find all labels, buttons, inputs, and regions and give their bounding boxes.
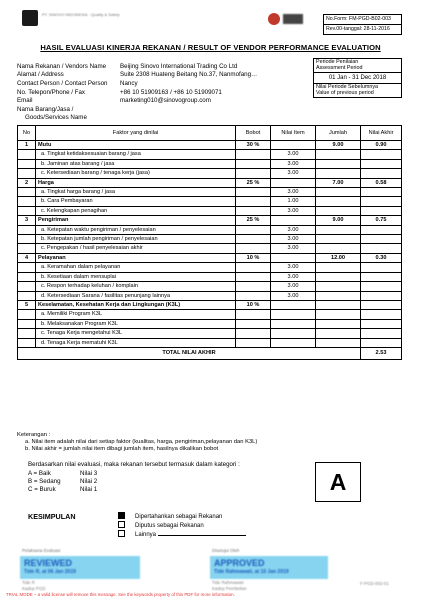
item-name: c. Ketersediaan barang / tenaga kerja (jasa) — [36, 169, 236, 178]
header-no: No — [18, 126, 36, 141]
item-value: 3.00 — [271, 263, 316, 272]
vendor-name-value: Beijing Sinovo International Trading Co Ltd — [120, 63, 238, 70]
item-no — [18, 282, 36, 291]
header-sum: Jumlah — [316, 126, 361, 141]
item-no — [18, 225, 36, 234]
option-retain-label: Dipertahankan sebagai Rekanan — [135, 514, 223, 520]
option-other[interactable] — [118, 530, 246, 538]
table-row-category — [18, 300, 402, 309]
form-number-box — [323, 14, 402, 35]
item-no — [18, 150, 36, 159]
header-final: Nilai Akhir — [361, 126, 402, 141]
grading-intro: Berdasarkan nilai evaluasi, maka rekanan tersebut termasuk dalam kategori : — [28, 461, 240, 468]
category-no: 5 — [18, 300, 36, 309]
item-value — [271, 310, 316, 319]
total-value: 2.53 — [361, 347, 402, 359]
item-name: b. Ketepatan jumlah pengiriman / penyelesaian — [36, 235, 236, 244]
item-name: a. Keramahan dalam pelayanan — [36, 263, 236, 272]
header-factor: Faktor yang dinilai — [36, 126, 236, 141]
category-weight: 25 % — [236, 216, 271, 225]
item-no — [18, 188, 36, 197]
item-sum — [316, 159, 361, 168]
item-sum — [316, 150, 361, 159]
grade-b-score: Nilai 2 — [80, 478, 98, 485]
item-weight — [236, 169, 271, 178]
item-value — [271, 338, 316, 347]
item-sum — [316, 329, 361, 338]
item-value: 3.00 — [271, 225, 316, 234]
table-row-category — [18, 216, 402, 225]
reviewed-stamp-sub: Tide R, at 06 Jan 2019 — [24, 569, 76, 575]
table-row — [18, 225, 402, 234]
item-final — [361, 150, 402, 159]
item-sum — [316, 197, 361, 206]
evaluation-table-body — [18, 141, 402, 360]
reviewed-stamp — [20, 556, 140, 579]
company-logo — [22, 10, 172, 28]
item-no — [18, 159, 36, 168]
address-label: Alamat / Address — [17, 71, 64, 78]
certification-badge-icon — [268, 13, 304, 25]
option-terminate[interactable] — [118, 521, 204, 529]
grade-result: A — [315, 462, 361, 502]
item-no — [18, 206, 36, 215]
category-name: Keselamatan, Kesehatan Kerja dan Lingkungan (K3L) — [36, 300, 236, 309]
item-final — [361, 188, 402, 197]
item-name: b. Jaminan atas barang / jasa — [36, 159, 236, 168]
previous-period-label: Nilai Periode Sebelumnya Value of previous period — [316, 84, 379, 96]
category-weight: 30 % — [236, 141, 271, 150]
approved-stamp — [210, 556, 328, 579]
grade-c-label: C = Buruk — [28, 486, 56, 493]
address-value: Suite 2308 Huateng Beitang No.37, Nanmofang… — [120, 71, 258, 78]
checkbox-icon[interactable] — [118, 521, 125, 528]
table-row — [18, 291, 402, 300]
evaluator-name: Tide R — [22, 580, 35, 585]
note-a: a. Nilai item adalah nilai dari setiap faktor (kualitas, harga, pengiriman,pelayanan dan K3L) — [25, 439, 258, 445]
notes — [17, 432, 257, 453]
table-row — [18, 272, 402, 281]
table-row — [18, 282, 402, 291]
item-weight — [236, 338, 271, 347]
category-item-value — [271, 178, 316, 187]
item-weight — [236, 282, 271, 291]
revision-date: Rev.00-tanggal: 28-11-2016 — [324, 24, 401, 34]
table-row — [18, 338, 402, 347]
table-row — [18, 197, 402, 206]
item-name: a. Tingkat ketidaksesuaian barang / jasa — [36, 150, 236, 159]
item-name: c. Pengepakan / hasil penyelesaian akhir — [36, 244, 236, 253]
category-final: 0.58 — [361, 178, 402, 187]
item-final — [361, 338, 402, 347]
table-row-category — [18, 253, 402, 262]
table-header-row — [18, 126, 402, 141]
item-value — [271, 319, 316, 328]
item-name: c. Respon terhadap keluhan / komplain — [36, 282, 236, 291]
item-no — [18, 197, 36, 206]
category-final: 0.90 — [361, 141, 402, 150]
item-final — [361, 291, 402, 300]
item-value: 3.00 — [271, 150, 316, 159]
item-weight — [236, 263, 271, 272]
other-fill-line — [158, 530, 246, 536]
item-no — [18, 319, 36, 328]
item-name: c. Tenaga Kerja mengetahui K3L — [36, 329, 236, 338]
category-sum: 7.00 — [316, 178, 361, 187]
category-weight: 25 % — [236, 178, 271, 187]
item-sum — [316, 291, 361, 300]
goods-label-en: Goods/Services Name — [25, 114, 87, 121]
email-label: Email — [17, 97, 33, 104]
item-no — [18, 272, 36, 281]
table-row — [18, 159, 402, 168]
item-weight — [236, 235, 271, 244]
form-code: F-PGD-002-01 — [360, 581, 389, 586]
table-row — [18, 263, 402, 272]
email-value: marketing010@sinovogroup.com — [120, 97, 211, 104]
item-name: b. Melaksanakan Program K3L — [36, 319, 236, 328]
item-final — [361, 235, 402, 244]
item-no — [18, 263, 36, 272]
item-value: 3.00 — [271, 169, 316, 178]
header-weight: Bobot — [236, 126, 271, 141]
item-value: 3.00 — [271, 244, 316, 253]
item-weight — [236, 150, 271, 159]
phone-value: +86 10 51909163 / +86 10 51909071 — [120, 89, 222, 96]
category-item-value — [271, 141, 316, 150]
item-weight — [236, 159, 271, 168]
approver-role: Kadep Pembelian — [212, 586, 247, 591]
vendor-name-label: Nama Rekanan / Vendors Name — [17, 63, 107, 70]
item-sum — [316, 244, 361, 253]
category-sum: 12.00 — [316, 253, 361, 262]
category-name: Pelayanan — [36, 253, 236, 262]
item-weight — [236, 319, 271, 328]
logo-text: PT. SINOVO INDONESIA · Quality & Safety — [42, 12, 120, 17]
approver-name: Tide Rahmawati — [212, 580, 244, 585]
evaluator-role: Kadep PGD — [22, 586, 46, 591]
item-weight — [236, 329, 271, 338]
item-no — [18, 291, 36, 300]
item-name: a. Memiliki Program K3L — [36, 310, 236, 319]
category-name: Harga — [36, 178, 236, 187]
category-final: 0.75 — [361, 216, 402, 225]
grade-a-score: Nilai 3 — [80, 470, 98, 477]
item-no — [18, 244, 36, 253]
table-row-category — [18, 141, 402, 150]
category-name: Mutu — [36, 141, 236, 150]
note-b: b. Nilai akhir = jumlah nilai item dibagi jumlah item, hasilnya dikalikan bobot — [25, 446, 219, 452]
item-name: a. Ketepatan waktu pengiriman / penyelesaian — [36, 225, 236, 234]
item-value: 3.00 — [271, 159, 316, 168]
category-sum — [316, 300, 361, 309]
item-sum — [316, 319, 361, 328]
item-name: d. Ketersediaan Sarana / fasilitas penunjang lainnya — [36, 291, 236, 300]
item-no — [18, 235, 36, 244]
item-sum — [316, 169, 361, 178]
item-final — [361, 310, 402, 319]
item-value: 3.00 — [271, 272, 316, 281]
item-weight — [236, 188, 271, 197]
category-weight: 10 % — [236, 253, 271, 262]
period-label: Periode Penilaian Assessment Period — [314, 59, 401, 73]
table-row — [18, 329, 402, 338]
category-final: 0.30 — [361, 253, 402, 262]
item-final — [361, 272, 402, 281]
item-weight — [236, 244, 271, 253]
item-no — [18, 169, 36, 178]
conclusion-label: KESIMPULAN — [28, 512, 76, 521]
table-row — [18, 244, 402, 253]
approved-stamp-title: APPROVED — [214, 558, 265, 568]
approved-stamp-sub: Tide Rahmawati, at 10 Jan 2019 — [214, 569, 289, 575]
evaluator-label: Pelaksana Evaluasi — [22, 548, 61, 553]
item-sum — [316, 338, 361, 347]
phone-label: No. Telepon/Phone / Fax — [17, 89, 85, 96]
item-final — [361, 206, 402, 215]
category-no: 2 — [18, 178, 36, 187]
category-item-value — [271, 253, 316, 262]
table-row — [18, 188, 402, 197]
category-no: 1 — [18, 141, 36, 150]
item-sum — [316, 225, 361, 234]
table-row — [18, 206, 402, 215]
item-sum — [316, 235, 361, 244]
option-terminate-label: Diputus sebagai Rekanan — [135, 523, 204, 529]
item-value: 3.00 — [271, 291, 316, 300]
item-final — [361, 169, 402, 178]
category-weight: 10 % — [236, 300, 271, 309]
period-box — [313, 58, 402, 98]
item-final — [361, 329, 402, 338]
item-final — [361, 159, 402, 168]
reviewed-stamp-title: REVIEWED — [24, 558, 73, 568]
item-value: 1.00 — [271, 197, 316, 206]
grade-a-label: A = Baik — [28, 470, 51, 477]
goods-label: Nama Barang/Jasa / — [17, 106, 74, 113]
category-item-value — [271, 216, 316, 225]
item-final — [361, 244, 402, 253]
table-row — [18, 310, 402, 319]
item-sum — [316, 272, 361, 281]
item-sum — [316, 310, 361, 319]
option-other-label: Lainnya — [135, 532, 157, 538]
header-item-value: Nilai Item — [271, 126, 316, 141]
item-no — [18, 338, 36, 347]
item-no — [18, 310, 36, 319]
item-weight — [236, 225, 271, 234]
contact-value: Nancy — [120, 80, 138, 87]
item-weight — [236, 291, 271, 300]
table-row — [18, 150, 402, 159]
item-weight — [236, 197, 271, 206]
item-final — [361, 319, 402, 328]
category-no: 3 — [18, 216, 36, 225]
item-value: 3.00 — [271, 282, 316, 291]
item-value — [271, 329, 316, 338]
category-sum: 9.00 — [316, 216, 361, 225]
approver-label: Disetujui Oleh — [212, 548, 240, 553]
trial-notice: TRIAL MODE − a valid license will remove this message. See the keywords property of this PDF for more information. — [6, 592, 235, 597]
table-row — [18, 235, 402, 244]
checkbox-checked-icon[interactable] — [118, 512, 125, 519]
contact-label: Contact Person / Contact Person — [17, 80, 108, 87]
item-sum — [316, 263, 361, 272]
category-name: Pengiriman — [36, 216, 236, 225]
item-name: b. Kesetiaan dalam mensuplai — [36, 272, 236, 281]
total-label: TOTAL NILAI AKHIR — [18, 347, 361, 359]
category-sum: 9.00 — [316, 141, 361, 150]
table-row-total — [18, 347, 402, 359]
item-value: 3.00 — [271, 235, 316, 244]
evaluation-table — [17, 125, 402, 360]
grade-c-score: Nilai 1 — [80, 486, 98, 493]
item-name: a. Tingkat harga barang / jasa — [36, 188, 236, 197]
item-weight — [236, 206, 271, 215]
item-sum — [316, 188, 361, 197]
item-name: c. Kelengkapan penagihan — [36, 206, 236, 215]
item-sum — [316, 206, 361, 215]
checkbox-icon[interactable] — [118, 530, 125, 537]
item-no — [18, 329, 36, 338]
item-final — [361, 197, 402, 206]
logo-mark-icon — [22, 10, 38, 26]
form-number: No.Form: FM-PGD-B02-003 — [326, 16, 391, 22]
item-value: 3.00 — [271, 188, 316, 197]
table-row-category — [18, 178, 402, 187]
category-final — [361, 300, 402, 309]
grade-b-label: B = Sedang — [28, 478, 61, 485]
item-final — [361, 282, 402, 291]
category-no: 4 — [18, 253, 36, 262]
period-value: 01 Jan - 31 Dec 2018 — [314, 73, 401, 84]
table-row — [18, 319, 402, 328]
table-row — [18, 169, 402, 178]
category-item-value — [271, 300, 316, 309]
notes-title: Keterangan : — [17, 432, 51, 438]
page-title: HASIL EVALUASI KINERJA REKANAN / RESULT OF VENDOR PERFORMANCE EVALUATION — [40, 43, 381, 52]
item-final — [361, 263, 402, 272]
item-final — [361, 225, 402, 234]
item-name: b. Cara Pembayaran — [36, 197, 236, 206]
item-value: 3.00 — [271, 206, 316, 215]
item-weight — [236, 310, 271, 319]
item-name: d. Tenaga Kerja mematuhi K3L — [36, 338, 236, 347]
item-sum — [316, 282, 361, 291]
option-retain[interactable] — [118, 512, 222, 520]
item-weight — [236, 272, 271, 281]
